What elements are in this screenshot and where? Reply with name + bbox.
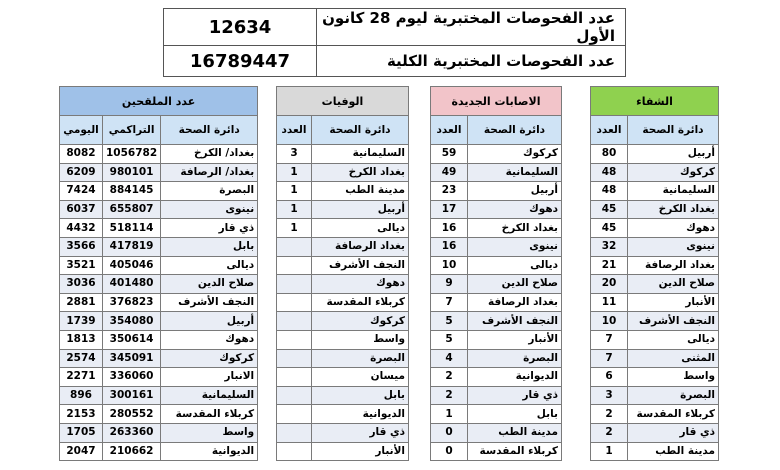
dept-cell: بغداد الكرخ xyxy=(312,163,409,182)
value-cell: 6209 xyxy=(60,163,103,182)
value-cell: 3521 xyxy=(60,256,103,275)
table-row xyxy=(277,293,409,312)
table-row xyxy=(431,330,562,349)
table-row xyxy=(277,200,409,219)
table-row xyxy=(60,368,258,387)
dept-cell: الانبار xyxy=(161,368,258,387)
value-cell: 0 xyxy=(431,423,468,442)
deaths-col-count: العدد xyxy=(277,116,312,145)
value-cell: 210662 xyxy=(103,442,161,461)
dept-cell: الديوانية xyxy=(161,442,258,461)
dept-cell: بغداد الرصافة xyxy=(468,293,562,312)
new-cases-col-count: العدد xyxy=(431,116,468,145)
value-cell: 2881 xyxy=(60,293,103,312)
value-cell: 48 xyxy=(591,163,628,182)
dept-cell: مدينة الطب xyxy=(312,182,409,201)
total-tests-value: 16789447 xyxy=(164,46,317,77)
new-cases-table xyxy=(430,86,562,461)
value-cell: 6037 xyxy=(60,200,103,219)
dept-cell: كربلاء المقدسة xyxy=(468,442,562,461)
table-row xyxy=(277,330,409,349)
table-row xyxy=(277,275,409,294)
value-cell: 401480 xyxy=(103,275,161,294)
value-cell: 2047 xyxy=(60,442,103,461)
table-row xyxy=(277,163,409,182)
dept-cell: النجف الأشرف xyxy=(312,256,409,275)
dept-cell: ذي قار xyxy=(468,386,562,405)
value-cell: 80 xyxy=(591,145,628,164)
dept-cell: ديالى xyxy=(161,256,258,275)
dept-cell: النجف الأشرف xyxy=(161,293,258,312)
dept-cell: أربيل xyxy=(468,182,562,201)
dept-cell: واسط xyxy=(628,368,719,387)
table-row xyxy=(60,423,258,442)
table-row xyxy=(277,219,409,238)
dept-cell: الأنبار xyxy=(628,293,719,312)
new-cases-title: الاصابات الجديدة xyxy=(431,87,562,116)
value-cell: 263360 xyxy=(103,423,161,442)
table-row xyxy=(591,330,719,349)
value-cell: 21 xyxy=(591,256,628,275)
table-row xyxy=(591,349,719,368)
value-cell: 5 xyxy=(431,312,468,331)
dept-cell: نينوى xyxy=(161,200,258,219)
table-row xyxy=(60,330,258,349)
dept-cell: واسط xyxy=(161,423,258,442)
table-row xyxy=(431,423,562,442)
value-cell: 655807 xyxy=(103,200,161,219)
value-cell: 2271 xyxy=(60,368,103,387)
table-row xyxy=(591,293,719,312)
dept-cell: الديوانية xyxy=(468,368,562,387)
table-row xyxy=(591,386,719,405)
table-row xyxy=(431,219,562,238)
dept-cell: البصرة xyxy=(161,182,258,201)
vaccinated-col-cumulative: التراكمي xyxy=(103,116,161,145)
table-row xyxy=(60,405,258,424)
value-cell: 354080 xyxy=(103,312,161,331)
value-cell: 417819 xyxy=(103,237,161,256)
dept-cell: السليمانية xyxy=(161,386,258,405)
dept-cell: السليمانية xyxy=(312,145,409,164)
table-row xyxy=(431,275,562,294)
value-cell: 23 xyxy=(431,182,468,201)
table-row xyxy=(591,442,719,461)
table-row xyxy=(60,349,258,368)
dept-cell: بغداد/ الرصافة xyxy=(161,163,258,182)
value-cell: 48 xyxy=(591,182,628,201)
table-row xyxy=(591,405,719,424)
value-cell: 1 xyxy=(277,182,312,201)
value-cell: 980101 xyxy=(103,163,161,182)
dept-cell: الديوانية xyxy=(312,405,409,424)
recovered-title: الشفاء xyxy=(591,87,719,116)
dept-cell: أربيل xyxy=(161,312,258,331)
dept-cell: ذي قار xyxy=(628,423,719,442)
dept-cell: دهوك xyxy=(468,200,562,219)
table-row xyxy=(591,200,719,219)
lab-tests-summary xyxy=(163,8,626,77)
value-cell: 1 xyxy=(277,200,312,219)
value-cell: 3036 xyxy=(60,275,103,294)
dept-cell: بابل xyxy=(468,405,562,424)
value-cell: 1056782 xyxy=(103,145,161,164)
table-row xyxy=(591,219,719,238)
table-row xyxy=(60,442,258,461)
table-row xyxy=(277,405,409,424)
dept-cell: بغداد الكرخ xyxy=(628,200,719,219)
value-cell: 2574 xyxy=(60,349,103,368)
value-cell xyxy=(277,368,312,387)
value-cell: 7 xyxy=(431,293,468,312)
dept-cell: واسط xyxy=(312,330,409,349)
value-cell xyxy=(277,275,312,294)
dept-cell: كربلاء المقدسة xyxy=(628,405,719,424)
recovered-table xyxy=(590,86,719,461)
recovered-col-dept: دائرة الصحة xyxy=(628,116,719,145)
table-row xyxy=(431,237,562,256)
table-row xyxy=(591,182,719,201)
value-cell: 9 xyxy=(431,275,468,294)
vaccinated-table xyxy=(59,86,258,461)
table-row xyxy=(277,312,409,331)
value-cell: 5 xyxy=(431,330,468,349)
dept-cell: ديالى xyxy=(468,256,562,275)
value-cell: 7 xyxy=(591,349,628,368)
dept-cell: البصرة xyxy=(468,349,562,368)
value-cell: 1813 xyxy=(60,330,103,349)
value-cell xyxy=(277,312,312,331)
value-cell: 518114 xyxy=(103,219,161,238)
table-row xyxy=(277,423,409,442)
value-cell: 1 xyxy=(591,442,628,461)
table-row xyxy=(60,275,258,294)
value-cell: 4 xyxy=(431,349,468,368)
dept-cell: ديالى xyxy=(628,330,719,349)
value-cell: 1705 xyxy=(60,423,103,442)
value-cell: 32 xyxy=(591,237,628,256)
dept-cell: نينوى xyxy=(468,237,562,256)
value-cell: 10 xyxy=(431,256,468,275)
value-cell: 2153 xyxy=(60,405,103,424)
table-row xyxy=(60,293,258,312)
dept-cell: كربلاء المقدسة xyxy=(312,293,409,312)
dept-cell: كربلاء المقدسة xyxy=(161,405,258,424)
table-row xyxy=(431,200,562,219)
table-row xyxy=(591,145,719,164)
dept-cell: النجف الأشرف xyxy=(628,312,719,331)
value-cell: 3 xyxy=(277,145,312,164)
dept-cell: ميسان xyxy=(312,368,409,387)
dept-cell: الأنبار xyxy=(312,442,409,461)
table-row xyxy=(431,163,562,182)
new-cases-col-dept: دائرة الصحة xyxy=(468,116,562,145)
dept-cell: مدينة الطب xyxy=(628,442,719,461)
dept-cell: نينوى xyxy=(628,237,719,256)
value-cell: 350614 xyxy=(103,330,161,349)
value-cell: 20 xyxy=(591,275,628,294)
dept-cell: بغداد الرصافة xyxy=(628,256,719,275)
dept-cell: بغداد/ الكرخ xyxy=(161,145,258,164)
table-row xyxy=(431,293,562,312)
value-cell: 45 xyxy=(591,219,628,238)
value-cell xyxy=(277,349,312,368)
table-row xyxy=(591,163,719,182)
value-cell: 11 xyxy=(591,293,628,312)
value-cell: 16 xyxy=(431,237,468,256)
value-cell: 6 xyxy=(591,368,628,387)
dept-cell: المثنى xyxy=(628,349,719,368)
table-row xyxy=(60,163,258,182)
value-cell: 300161 xyxy=(103,386,161,405)
value-cell xyxy=(277,405,312,424)
dept-cell: بابل xyxy=(312,386,409,405)
table-row xyxy=(277,386,409,405)
value-cell xyxy=(277,423,312,442)
recovered-col-count: العدد xyxy=(591,116,628,145)
value-cell: 2 xyxy=(431,386,468,405)
table-row xyxy=(431,312,562,331)
dept-cell: السليمانية xyxy=(628,182,719,201)
table-row xyxy=(60,219,258,238)
value-cell: 896 xyxy=(60,386,103,405)
value-cell xyxy=(277,256,312,275)
dept-cell: دهوك xyxy=(312,275,409,294)
value-cell: 7 xyxy=(591,330,628,349)
table-row xyxy=(60,200,258,219)
total-tests-label: عدد الفحوصات المختبرية الكلية xyxy=(317,46,626,77)
value-cell: 345091 xyxy=(103,349,161,368)
value-cell: 0 xyxy=(431,442,468,461)
value-cell: 17 xyxy=(431,200,468,219)
vaccinated-col-daily: اليومي xyxy=(60,116,103,145)
value-cell: 1 xyxy=(277,219,312,238)
daily-tests-row xyxy=(164,9,626,46)
value-cell xyxy=(277,293,312,312)
table-row xyxy=(591,368,719,387)
value-cell: 8082 xyxy=(60,145,103,164)
value-cell: 405046 xyxy=(103,256,161,275)
dept-cell: البصرة xyxy=(628,386,719,405)
dept-cell: ذي قار xyxy=(312,423,409,442)
table-row xyxy=(277,442,409,461)
value-cell: 2 xyxy=(431,368,468,387)
dept-cell: البصرة xyxy=(312,349,409,368)
value-cell: 7424 xyxy=(60,182,103,201)
table-row xyxy=(591,256,719,275)
value-cell xyxy=(277,237,312,256)
dept-cell: مدينة الطب xyxy=(468,423,562,442)
table-row xyxy=(60,386,258,405)
dept-cell: أربيل xyxy=(628,145,719,164)
dept-cell: دهوك xyxy=(161,330,258,349)
value-cell: 16 xyxy=(431,219,468,238)
dept-cell: دهوك xyxy=(628,219,719,238)
table-row xyxy=(60,312,258,331)
table-row xyxy=(277,256,409,275)
deaths-title: الوفيات xyxy=(277,87,409,116)
dept-cell: بغداد الرصافة xyxy=(312,237,409,256)
dept-cell: أربيل xyxy=(312,200,409,219)
dept-cell: كركوك xyxy=(628,163,719,182)
table-row xyxy=(431,256,562,275)
value-cell: 2 xyxy=(591,423,628,442)
table-row xyxy=(431,145,562,164)
dept-cell: كركوك xyxy=(312,312,409,331)
value-cell xyxy=(277,442,312,461)
dept-cell: كركوك xyxy=(468,145,562,164)
vaccinated-title: عدد الملقحين xyxy=(60,87,258,116)
table-row xyxy=(277,349,409,368)
total-tests-row xyxy=(164,46,626,77)
dept-cell: صلاح الدين xyxy=(161,275,258,294)
table-row xyxy=(431,182,562,201)
dept-cell: صلاح الدين xyxy=(628,275,719,294)
value-cell: 376823 xyxy=(103,293,161,312)
table-row xyxy=(277,237,409,256)
dept-cell: الأنبار xyxy=(468,330,562,349)
dept-cell: صلاح الدين xyxy=(468,275,562,294)
value-cell: 49 xyxy=(431,163,468,182)
table-row xyxy=(431,405,562,424)
table-row xyxy=(591,423,719,442)
table-row xyxy=(277,368,409,387)
table-row xyxy=(591,237,719,256)
value-cell xyxy=(277,386,312,405)
value-cell: 10 xyxy=(591,312,628,331)
deaths-table xyxy=(276,86,409,461)
value-cell: 3 xyxy=(591,386,628,405)
table-row xyxy=(431,386,562,405)
value-cell: 59 xyxy=(431,145,468,164)
value-cell: 280552 xyxy=(103,405,161,424)
dept-cell: بغداد الكرخ xyxy=(468,219,562,238)
table-row xyxy=(277,182,409,201)
value-cell xyxy=(277,330,312,349)
value-cell: 1 xyxy=(431,405,468,424)
value-cell: 45 xyxy=(591,200,628,219)
value-cell: 1739 xyxy=(60,312,103,331)
dept-cell: بابل xyxy=(161,237,258,256)
table-row xyxy=(60,145,258,164)
deaths-col-dept: دائرة الصحة xyxy=(312,116,409,145)
table-row xyxy=(431,368,562,387)
value-cell: 2 xyxy=(591,405,628,424)
table-row xyxy=(60,182,258,201)
value-cell: 884145 xyxy=(103,182,161,201)
table-row xyxy=(277,145,409,164)
dept-cell: كركوك xyxy=(161,349,258,368)
dept-cell: ذي قار xyxy=(161,219,258,238)
daily-tests-value: 12634 xyxy=(164,9,317,46)
value-cell: 1 xyxy=(277,163,312,182)
value-cell: 4432 xyxy=(60,219,103,238)
table-row xyxy=(60,237,258,256)
table-row xyxy=(431,442,562,461)
vaccinated-col-dept: دائرة الصحة xyxy=(161,116,258,145)
value-cell: 3566 xyxy=(60,237,103,256)
table-row xyxy=(591,312,719,331)
dept-cell: ديالى xyxy=(312,219,409,238)
table-row xyxy=(591,275,719,294)
dept-cell: السليمانية xyxy=(468,163,562,182)
value-cell: 336060 xyxy=(103,368,161,387)
daily-tests-label: عدد الفحوصات المختبرية ليوم 28 كانون الأول xyxy=(317,9,626,46)
dept-cell: النجف الأشرف xyxy=(468,312,562,331)
table-row xyxy=(431,349,562,368)
table-row xyxy=(60,256,258,275)
